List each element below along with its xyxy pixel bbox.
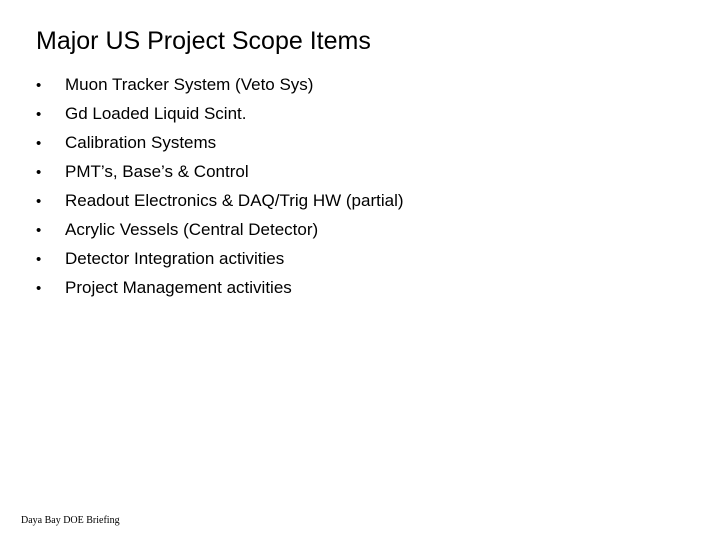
scope-item-text: PMT’s, Base’s & Control	[65, 162, 249, 181]
scope-item-text: Readout Electronics & DAQ/Trig HW (partial)	[65, 191, 404, 210]
scope-item	[36, 186, 404, 215]
bullet-icon: •	[36, 193, 42, 210]
scope-items-list	[36, 70, 404, 302]
scope-item-text: Muon Tracker System (Veto Sys)	[65, 75, 314, 94]
bullet-icon: •	[36, 164, 42, 181]
bullet-icon: •	[36, 77, 42, 94]
scope-item	[36, 157, 404, 186]
bullet-icon: •	[36, 135, 42, 152]
slide-title: Major US Project Scope Items	[36, 27, 371, 55]
scope-item	[36, 273, 404, 302]
scope-item-text: Calibration Systems	[65, 133, 217, 152]
scope-item	[36, 244, 404, 273]
scope-item	[36, 70, 404, 99]
bullet-icon: •	[36, 251, 42, 268]
bullet-icon: •	[36, 280, 42, 297]
scope-item-text: Detector Integration activities	[65, 249, 285, 268]
scope-item	[36, 99, 404, 128]
bullet-icon: •	[36, 222, 42, 239]
scope-item	[36, 215, 404, 244]
scope-item	[36, 128, 404, 157]
scope-item-text: Project Management activities	[65, 278, 292, 297]
scope-item-text: Acrylic Vessels (Central Detector)	[65, 220, 319, 239]
slide-footer: Daya Bay DOE Briefing	[21, 515, 120, 526]
bullet-icon: •	[36, 106, 42, 123]
scope-item-text: Gd Loaded Liquid Scint.	[65, 104, 247, 123]
